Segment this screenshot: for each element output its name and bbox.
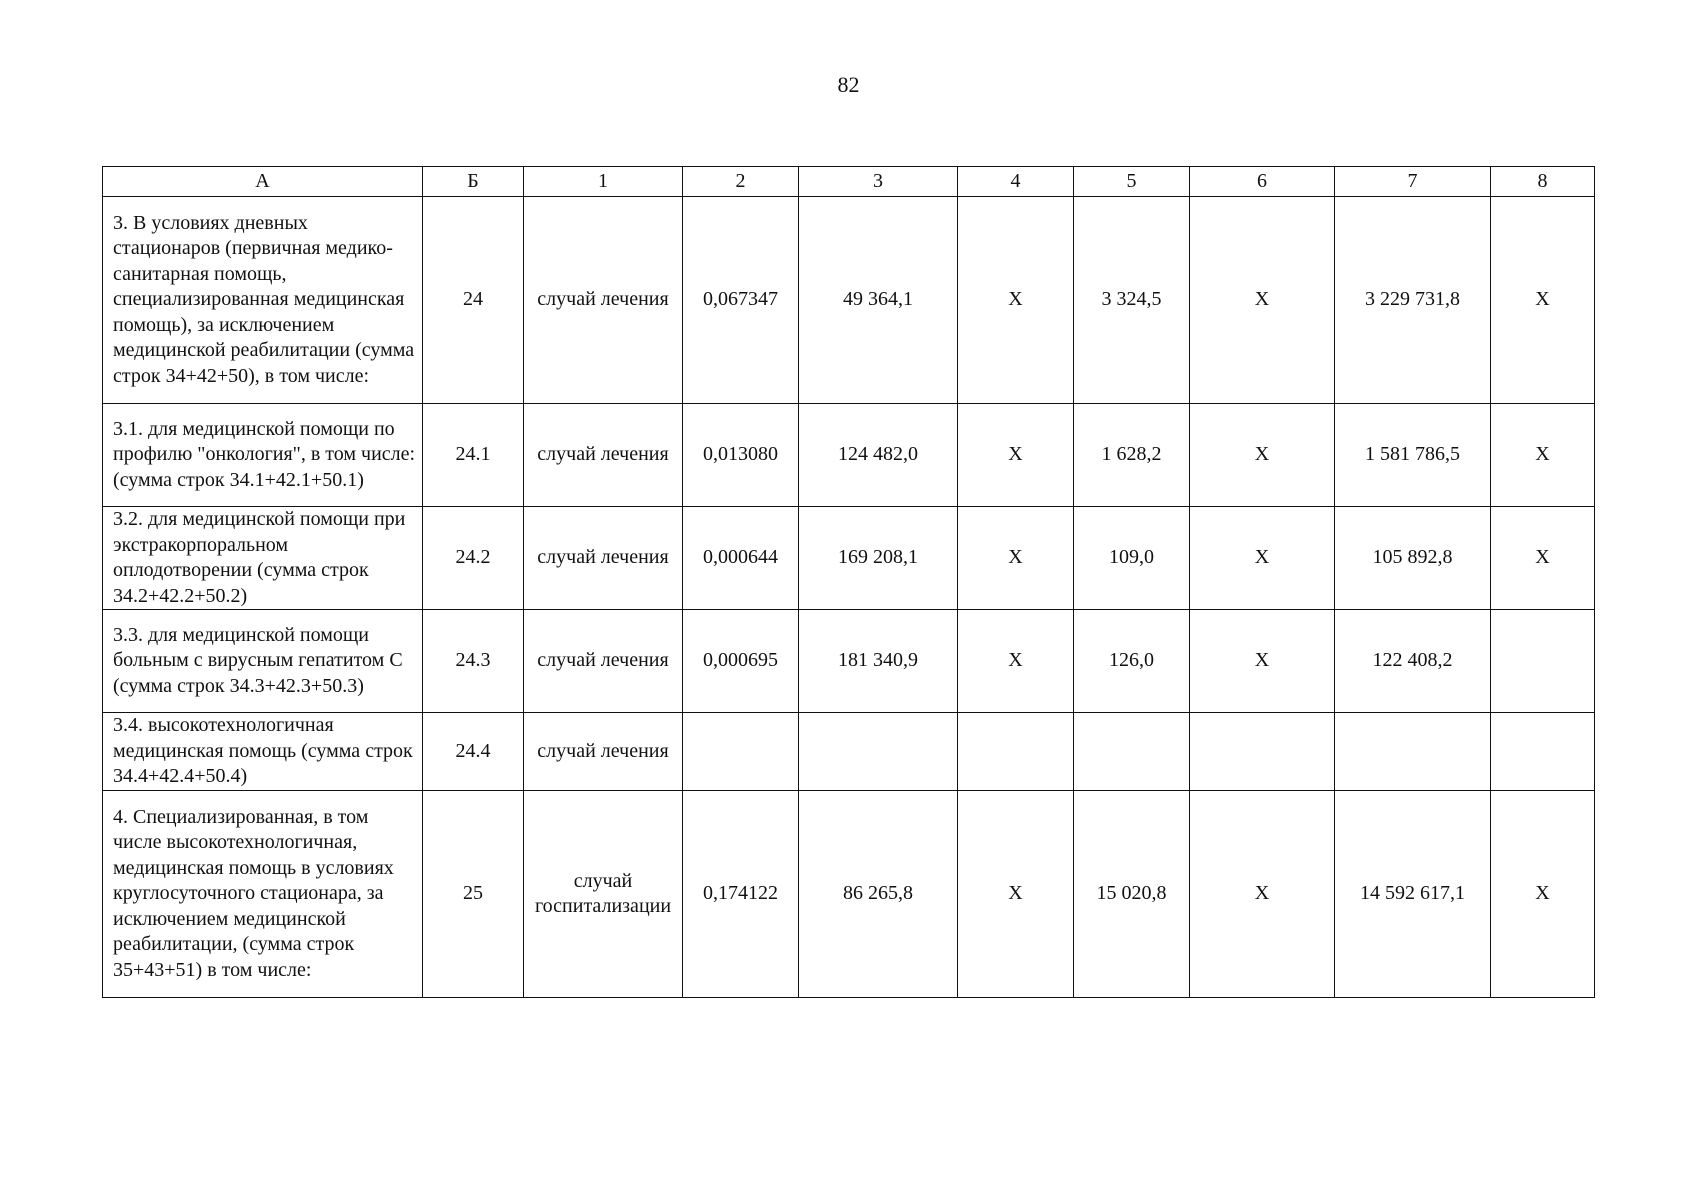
header-cell-8: 8 bbox=[1491, 167, 1595, 197]
row-line-number-cell: 24.1 bbox=[423, 404, 524, 507]
table-row bbox=[103, 197, 1595, 404]
row-col-6-cell: X bbox=[1190, 404, 1335, 507]
row-col-2-cell: 0,067347 bbox=[683, 197, 799, 404]
row-col-8-cell: X bbox=[1491, 404, 1595, 507]
row-col-6-cell bbox=[1190, 713, 1335, 791]
row-col-2-cell: 0,000644 bbox=[683, 507, 799, 610]
row-name-cell: 4. Специализированная, в том числе высокотехнологичная, медицинская помощь в условиях круглосуточного стационара, за исключением медицинской реабилитации, (сумма строк 35+43+51) в том числе: bbox=[103, 791, 423, 998]
row-unit-cell: случай госпитализации bbox=[524, 791, 683, 998]
row-col-4-cell: X bbox=[958, 791, 1074, 998]
row-col-7-cell: 14 592 617,1 bbox=[1335, 791, 1491, 998]
row-col-4-cell: X bbox=[958, 197, 1074, 404]
row-col-2-cell: 0,000695 bbox=[683, 610, 799, 713]
table-header-row bbox=[103, 167, 1595, 197]
header-cell-b: Б bbox=[423, 167, 524, 197]
data-table bbox=[102, 166, 1595, 998]
row-col-3-cell: 169 208,1 bbox=[799, 507, 958, 610]
row-col-8-cell: X bbox=[1491, 791, 1595, 998]
row-name-cell: 3.2. для медицинской помощи при экстракорпоральном оплодотворении (сумма строк 34.2+42.2+50.2) bbox=[103, 507, 423, 610]
header-cell-1: 1 bbox=[524, 167, 683, 197]
header-cell-4: 4 bbox=[958, 167, 1074, 197]
row-name-cell: 3.3. для медицинской помощи больным с вирусным гепатитом С (сумма строк 34.3+42.3+50.3) bbox=[103, 610, 423, 713]
row-name-cell: 3.4. высокотехнологичная медицинская помощь (сумма строк 34.4+42.4+50.4) bbox=[103, 713, 423, 791]
row-col-6-cell: X bbox=[1190, 507, 1335, 610]
row-unit-cell: случай лечения bbox=[524, 713, 683, 791]
header-cell-a: А bbox=[103, 167, 423, 197]
header-cell-2: 2 bbox=[683, 167, 799, 197]
row-col-3-cell: 124 482,0 bbox=[799, 404, 958, 507]
row-col-7-cell: 3 229 731,8 bbox=[1335, 197, 1491, 404]
row-col-6-cell: X bbox=[1190, 791, 1335, 998]
row-col-8-cell: X bbox=[1491, 197, 1595, 404]
row-col-3-cell bbox=[799, 713, 958, 791]
row-line-number-cell: 24.2 bbox=[423, 507, 524, 610]
row-unit-cell: случай лечения bbox=[524, 507, 683, 610]
row-unit-cell: случай лечения bbox=[524, 610, 683, 713]
row-col-4-cell: X bbox=[958, 610, 1074, 713]
row-line-number-cell: 24 bbox=[423, 197, 524, 404]
row-col-5-cell: 1 628,2 bbox=[1074, 404, 1190, 507]
row-line-number-cell: 24.3 bbox=[423, 610, 524, 713]
row-col-5-cell: 109,0 bbox=[1074, 507, 1190, 610]
header-cell-6: 6 bbox=[1190, 167, 1335, 197]
row-unit-cell: случай лечения bbox=[524, 404, 683, 507]
row-col-7-cell bbox=[1335, 713, 1491, 791]
row-col-4-cell: X bbox=[958, 404, 1074, 507]
header-cell-7: 7 bbox=[1335, 167, 1491, 197]
table-row bbox=[103, 791, 1595, 998]
row-col-2-cell: 0,013080 bbox=[683, 404, 799, 507]
row-col-2-cell bbox=[683, 713, 799, 791]
row-col-5-cell: 126,0 bbox=[1074, 610, 1190, 713]
row-col-5-cell bbox=[1074, 713, 1190, 791]
row-col-3-cell: 86 265,8 bbox=[799, 791, 958, 998]
row-col-3-cell: 49 364,1 bbox=[799, 197, 958, 404]
row-col-2-cell: 0,174122 bbox=[683, 791, 799, 998]
table-row bbox=[103, 507, 1595, 610]
row-col-4-cell bbox=[958, 713, 1074, 791]
row-col-6-cell: X bbox=[1190, 197, 1335, 404]
row-col-7-cell: 122 408,2 bbox=[1335, 610, 1491, 713]
row-col-5-cell: 3 324,5 bbox=[1074, 197, 1190, 404]
table-row bbox=[103, 404, 1595, 507]
row-col-6-cell: X bbox=[1190, 610, 1335, 713]
table-row bbox=[103, 610, 1595, 713]
row-col-8-cell: X bbox=[1491, 507, 1595, 610]
row-col-4-cell: X bbox=[958, 507, 1074, 610]
row-col-8-cell bbox=[1491, 610, 1595, 713]
row-col-7-cell: 105 892,8 bbox=[1335, 507, 1491, 610]
table-row bbox=[103, 713, 1595, 791]
header-cell-5: 5 bbox=[1074, 167, 1190, 197]
row-col-5-cell: 15 020,8 bbox=[1074, 791, 1190, 998]
row-unit-cell: случай лечения bbox=[524, 197, 683, 404]
row-line-number-cell: 25 bbox=[423, 791, 524, 998]
row-col-3-cell: 181 340,9 bbox=[799, 610, 958, 713]
header-cell-3: 3 bbox=[799, 167, 958, 197]
row-line-number-cell: 24.4 bbox=[423, 713, 524, 791]
row-name-cell: 3. В условиях дневных стационаров (первичная медико-санитарная помощь, специализированная медицинская помощь), за исключением медицинской реабилитации (сумма строк 34+42+50), в том числе: bbox=[103, 197, 423, 404]
page-number: 82 bbox=[837, 72, 860, 97]
row-name-cell: 3.1. для медицинской помощи по профилю "онкология", в том числе: (сумма строк 34.1+42.1+50.1) bbox=[103, 404, 423, 507]
row-col-7-cell: 1 581 786,5 bbox=[1335, 404, 1491, 507]
row-col-8-cell bbox=[1491, 713, 1595, 791]
